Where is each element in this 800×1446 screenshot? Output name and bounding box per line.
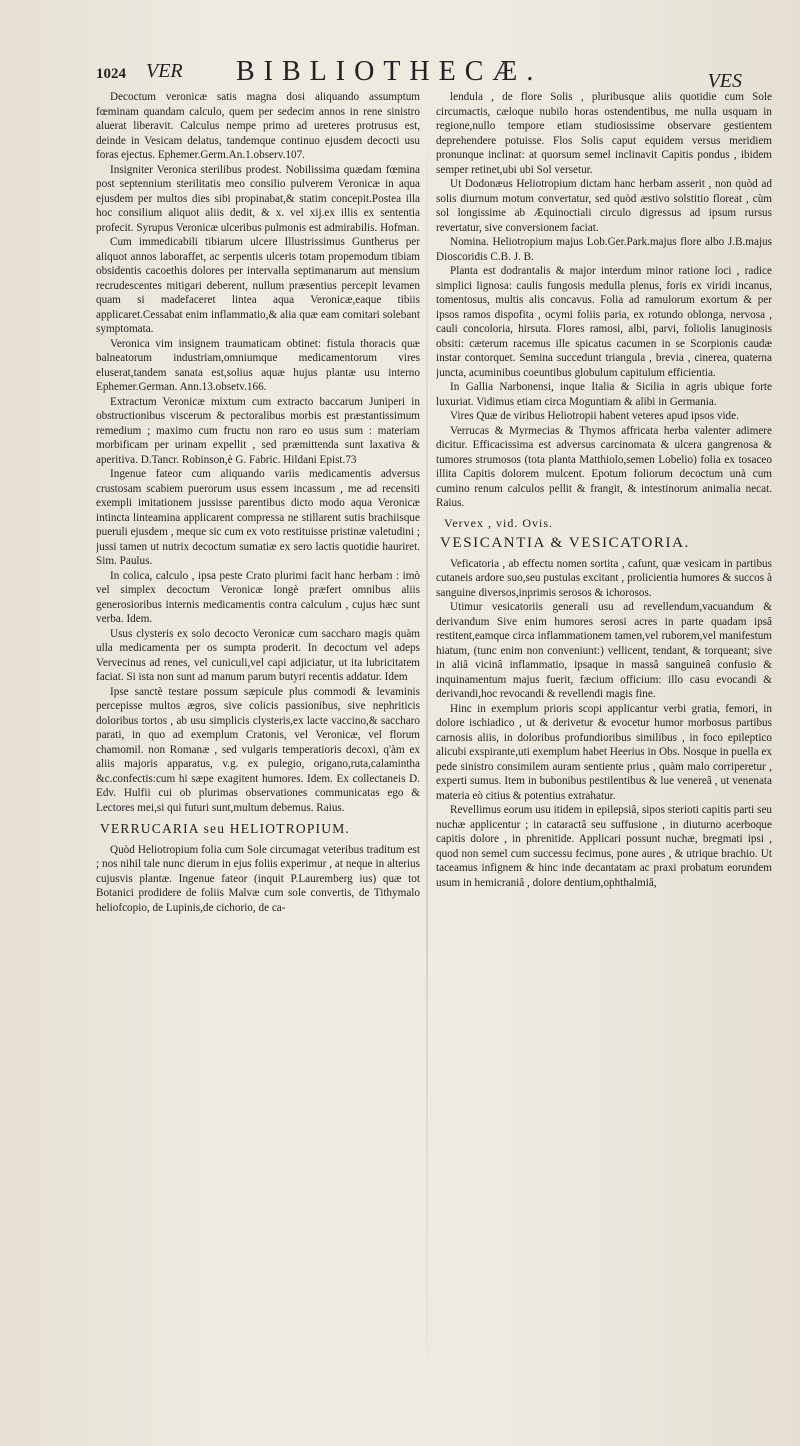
paragraph: Vires Quæ de viribus Heliotropii habent veteres apud ipsos vide. xyxy=(450,410,739,422)
right-text-column xyxy=(436,90,772,1416)
column-gutter xyxy=(426,96,428,1406)
paragraph: Ipse sanctè testare possum sæpicule plus commodi & levaminis percepisse multos ægros, sive colicis passionibus, sive nephriticis doloribus tortos , ab usu simplicis clysteris,ex lacte vaccino,& saccharo parati, in quo ad exemplum Cratonis, vel Veronicæ, vel florum chamomil. non Romanæ , sed vulgaris temperatioris decoxi, q'àm ex aliis majoris apparatus, v.g. ex pulegio, origano,ruta,calamintha &c.confectis:cum hi sæpe exagitent humores. Idem. Ex collectaneis D. Edv. Hulfii cui ob plurimas observationes communicatas ego & Lectores mei,si qui futuri sunt,multum debemus. Raius. xyxy=(96,685,420,814)
paragraph: lendula , de flore Solis , pluribusque aliis quotidie cum Sole circumactis, cæloque nubilo horas ostendentibus, me nulla usquam in regione,nullo tempore etiam studiosissime observare gestientem deprehendere potuisse. Flos Solis caput equidem versus meridiem pronunque inclinat: at quorsum semel inclinavit Capitis pondus , ibidem semper retinet,ubi ubi Sol versetur. xyxy=(436,91,772,176)
running-head-right: VES xyxy=(707,70,742,92)
page-title: BIBLIOTHECÆ. xyxy=(236,56,543,87)
section-heading: VERRUCARIA seu HELIOTROPIUM. xyxy=(100,821,350,836)
paragraph: In colica, calculo , ipsa peste Crato plurimi facit hanc herbam : imò vel simplex decoctum Veronicæ longè præfert omnibus aliis generosioribus internis medicamentis contra calculum , cujus hæc sunt verba. Idem. xyxy=(96,569,420,625)
cross-reference: Vervex , vid. Ovis. xyxy=(444,515,553,530)
paragraph: Verrucas & Myrmecias & Thymos affricata herba valenter adimere dicitur. Efficacissima est adversus carcinomata & ulcera gangrenosa & tumores strumosos (tota planta Matthiolo,semen Lobelio) folia ex tosaceo illita Capitis dolorem mulcent. Epotum foliorum decoctum unà cum cumino renum calculos pellit & frangit, & intestinorum animalia necat. Raius. xyxy=(436,424,772,509)
left-text-column xyxy=(96,90,420,1416)
paragraph: Insigniter Veronica sterilibus prodest. Nobilissima quædam fœmina post septennium sterilitatis meo consilio pulverem Veronicæ in aqua ejusdem per multos dies sibi propinabat,& statim concepit.Postea illa hoc consilium aliquot aliis dedit, & x. vel xij.ex illis ex sententia profecit. Syrupus Veronicæ ulceribus pulmonis est admirabilis. Hofman. xyxy=(96,163,420,234)
paragraph: In Gallia Narbonensi, inque Italia & Sicilia in agris ubique forte luxuriat. Vidimus etiam circa Moguntiam & alibi in Germania. xyxy=(436,381,772,408)
paragraph: Cum immedicabili tibiarum ulcere Illustrissimus Guntherus per aliquot annos laboraffet, ac serpentis ulceris totam propemodum tibiam obsidentis cacoethis dolores per intervalla septimanarum aut mensium recrudescentes mitigari deberent, nullum præsentius percepit levamen quam si madefaceret lintea aqua Veronicæ,eaque tibiis applicaret.Cessabat enim inflammatio,& alia quæ eam comitari solebant symptomata. xyxy=(96,236,420,335)
paragraph: Decoctum veronicæ satis magna dosi aliquando assumptum fœminam quandam calculo, quem per sedecim annos in rene sinistro aluerat liberavit. Calculus nempe primo ad ureteres protrusus est, deinde in Vesicam delatus, tandemque continuo ejusdem decocti usu foras ejectus. Ephemer.Germ.An.1.observ.107. xyxy=(96,91,420,161)
paragraph: Veficatoria , ab effectu nomen sortita , cafunt, quæ vesicam in partibus cutaneis ardore suo,seu pustulas excitant , prolicientia humores & succos à sanguine diversos,inprimis serosos & ichorosos. xyxy=(436,557,772,599)
paragraph: Veronica vim insignem traumaticam obtinet: fistula thoracis quæ balneatorum industriam,omniumque medicamentorum vires eluserat,tandem sanata est,solius aquæ hujus plantæ usu interno Ephemer.German. Ann.13.obsetv.166. xyxy=(96,337,420,393)
paragraph: Quòd Heliotropium folia cum Sole circumagat veteribus traditum est ; nos nihil tale nunc dierum in ejus foliis experimur , at neque in alterius cujusvis plantæ. Ingenue fateor (inquit P.Lauremberg ius) quæ tot Botanici prodidere de foliis Malvæ cum sole convertis, de Tithymalo heliofcopio, de Lupinis,de cichorio, de ca- xyxy=(96,843,420,914)
paragraph: Ut Dodonæus Heliotropium dictam hanc herbam asserit , non quòd ad solis diurnum motum convertatur, sed quòd æstivo solstitio floreat , cùm sol longissime ab Æquinoctiali circulo digressus ad ipsum rursus revertatur, sive conversionem faciat. xyxy=(436,178,772,234)
paragraph: Usus clysteris ex solo decocto Veronicæ cum saccharo magis quàm ulla medicamenta per os sumpta proderit. In decoctum vel adeps Vervecinus ad renes, vel cuniculi,vel capi adjiciatur, ut ita lubricitatem faciat. Si ista non sunt ad manum parum butyri recentis addatur. Idem xyxy=(96,627,420,683)
paragraph: Planta est dodrantalis & major interdum minor ratione loci , radice simplici lignosa: caulis fungosis medulla plenus, foris ex viridi incanus, tomentosus, multis alis concavus. Folia ad ramulorum exortum & per ipsos ramos dispofita , ocymi foliis paria, ex rotundo oblonga, nervosa , cauli concoloria, hirsuta. Flores ramosi, albi, parvi, foliolis lanuginosis obsiti: cæterum racemus ille spicatus cacumen in se Scorpionis caudæ instar contorquet. Semina succedunt triangula , brevia , cinerea, quaterna juncta, acuminibus coeuntibus globulum capitulum efficientia. xyxy=(436,265,772,379)
paragraph: Ingenue fateor cum aliquando variis medicamentis adversus crustosam scabiem puerorum usus essem incassum , me ad recensiti exempli imitationem jussisse parentibus dicto modo aqua Veronicæ intincta linteamina applicarent compressa ne stillarent sutis brachiisque pueruli ejusdem , meque sic cum ex voto restituisse pristinæ valetudini ; jussi tamen ut nutrix decoctum sumatiæ ex sero lactis quotidie hauriret. Sim. Paulus. xyxy=(96,468,420,567)
paragraph: Hinc in exemplum prioris scopi applicantur verbi gratia, femori, in dolore ischiadico , ut & derivetur & evocetur humor morbosus partibus carnosis aliis, in doloribus profundioribus similibus , in foco epileptico alicubi exspirante,uti exemplum habet Heerius in Obs. Nosque in puella ex pede sinistro consimilem auram sentiente prius , quàm malo corriperetur , experti sumus. Item in bubonibus pestilentibus & lue venereâ , ut venenata materia eò citius & potentius extrahatur. xyxy=(436,702,772,802)
paragraph: Utimur vesicatoriis generali usu ad revellendum,vacuandum & derivandum Sive enim humores serosi acres in parte quadam ipsâ restitent,eamque circa inflammationem tamen,vel ruborem,vel manifestum hiatum, (tunc enim non conveniunt:) vellicent, tendant, & torqueant; sive in aliâ vicinâ inflammatio, ipsaque in massâ sanguineâ confusio & inquinamentum majus fuerit, fæcium officium: illo casu evocandi & derivandi,hoc revocandi & revellendi magis fine. xyxy=(436,601,772,700)
page-number: 1024 xyxy=(96,66,126,82)
paragraph: Extractum Veronicæ mixtum cum extracto baccarum Juniperi in obstructionibus viscerum & pectoralibus morbis est præstantissimum remedium ; maximo cum fructu non raro eo usus sum : materiam morbificam per urinam expellit , sed præmittenda sunt laxativa & aperitiva. D.Tancr. Robinson,è G. Fabric. Hildani Epist.73 xyxy=(96,395,420,466)
paragraph: Nomina. Heliotropium majus Lob.Ger.Park.majus flore albo J.B.majus Dioscoridis C.B. J. B. xyxy=(436,236,772,263)
section-heading: VESICANTIA & VESICATORIA. xyxy=(440,535,690,551)
running-head-left: VER xyxy=(146,60,183,82)
paragraph: Revellimus eorum usu itidem in epilepsiâ, sipos sterioti capitis parti seu nuchæ applicentur ; in cataractâ seu suffusione , in diuturno acerboque capitis dolore , in phrenitide. Applicari possunt nuchæ, bregmati ipsi , quod non semel cum successu fecimus, pone aures , & utrique brachio. Ut taceamus infignem & hinc inde decantatam ac praxi probatum eorundem usum in hemicraniâ , dolore dentium,ophthalmiâ, xyxy=(436,804,772,889)
running-header xyxy=(96,52,772,92)
